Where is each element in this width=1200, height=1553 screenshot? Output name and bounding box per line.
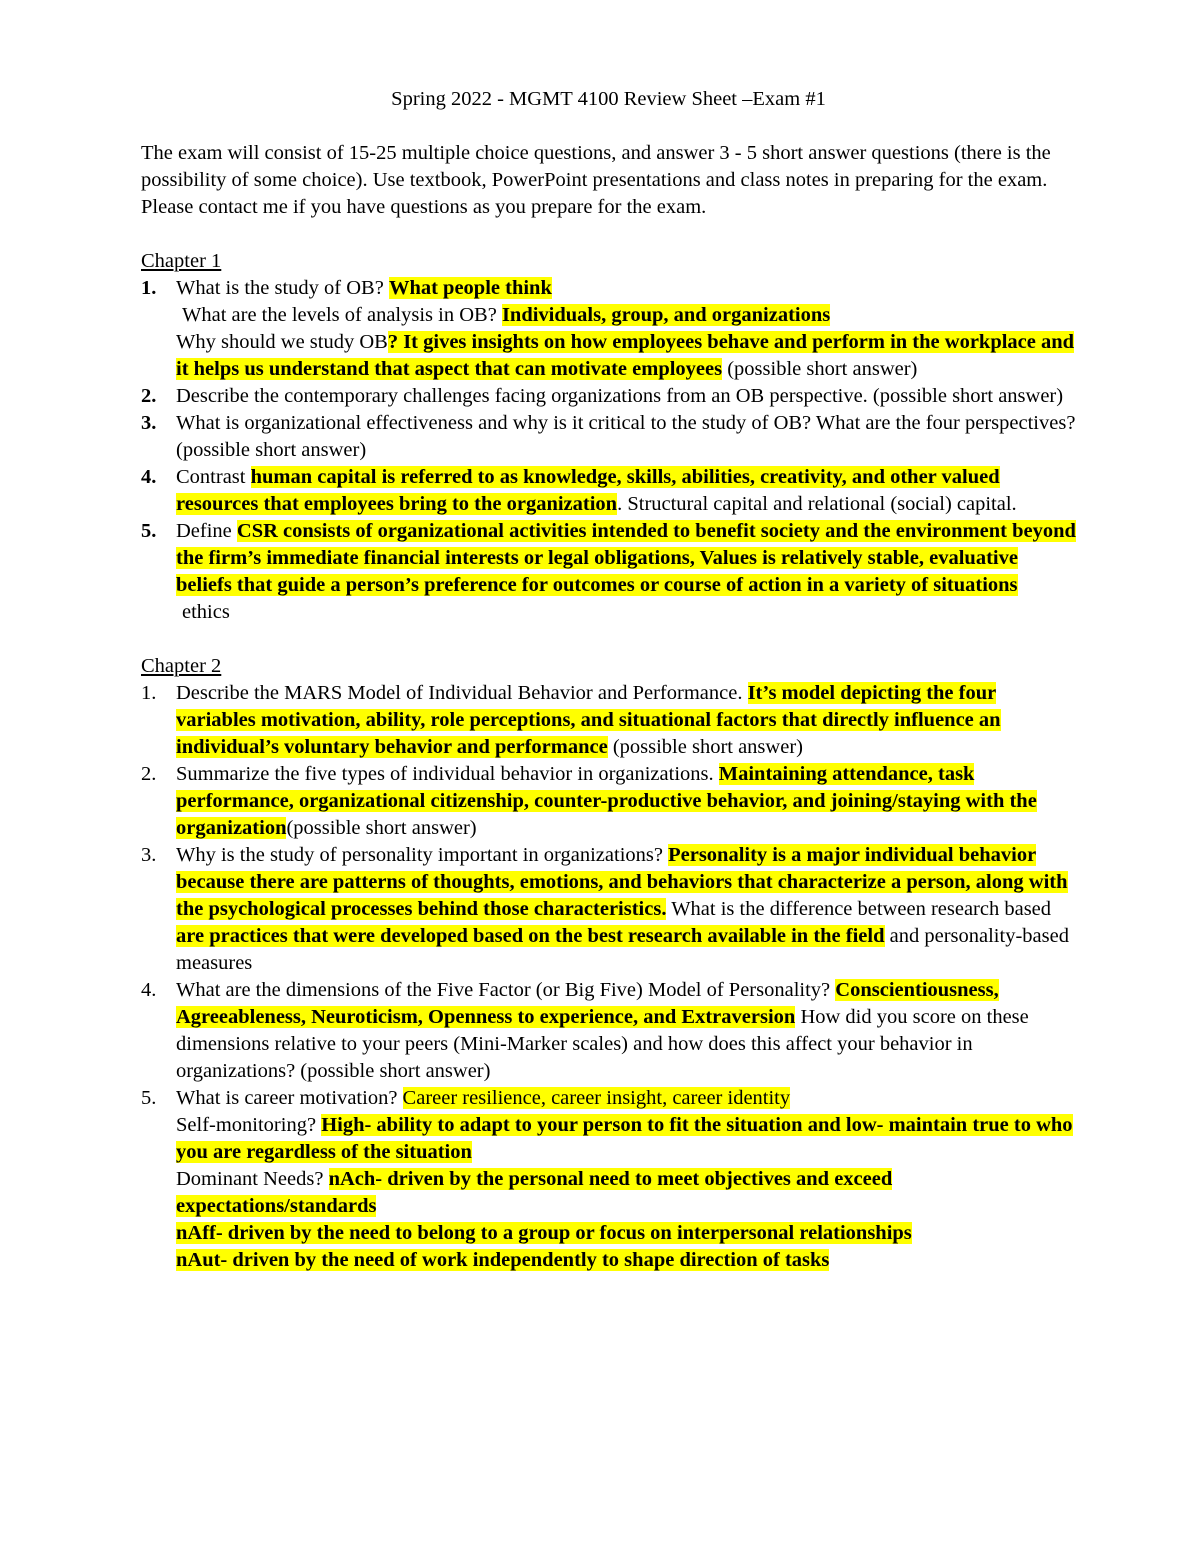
question: Summarize the five types of individual behavior in organizations. <box>176 763 719 785</box>
item-number: 1. <box>141 277 157 299</box>
item-number: 2. <box>141 763 157 785</box>
spacer <box>141 626 1076 653</box>
chapter-2-heading: Chapter 2 <box>141 655 222 677</box>
ch2-item-1 <box>141 680 1076 761</box>
ch2-item-3 <box>141 842 1076 977</box>
highlighted-answer: nAff- driven by the need to belong to a group or focus on interpersonal relationships <box>176 1222 912 1244</box>
ch1-item-5 <box>141 518 1076 626</box>
question: What are the dimensions of the Five Factor (or Big Five) Model of Personality? <box>176 979 836 1001</box>
note: How did you score on these dimensions relative to your peers (Mini-Marker scales) and how does this affect your behavior in organizations? (possible short answer) <box>176 1006 1029 1082</box>
highlighted-answer: CSR consists of organizational activities intended to benefit society and the environment beyond the firm’s immediate financial interests or legal obligations, Values is relatively stable, evaluative beliefs that guide a person’s preference for outcomes or course of action in a variety of situations <box>176 520 1076 596</box>
ch1-item-3 <box>141 410 1076 464</box>
ch1-item-2 <box>141 383 1076 410</box>
chapter-1-heading: Chapter 1 <box>141 250 222 272</box>
highlighted-answer: human capital is referred to as knowledge, skills, abilities, creativity, and other valued resources that employees bring to the organization <box>176 466 1000 515</box>
item-body: Describe the contemporary challenges facing organizations from an OB perspective. (possible short answer) <box>176 385 1064 407</box>
note: and personality-based measures <box>176 925 1069 974</box>
question: Why is the study of personality important in organizations? <box>176 844 669 866</box>
item-body <box>176 761 1076 842</box>
question: Contrast <box>176 466 251 488</box>
question: Self-monitoring? <box>176 1114 322 1136</box>
question: What is the study of OB? <box>176 277 389 299</box>
ch1-item-1 <box>141 275 1076 383</box>
document-title: Spring 2022 - MGMT 4100 Review Sheet –Exam #1 <box>391 88 826 110</box>
note: (possible short answer) <box>722 358 918 380</box>
highlighted-answer: Individuals, group, and organizations <box>501 304 831 326</box>
item-body <box>176 977 1076 1085</box>
item-number: 4. <box>141 466 157 488</box>
item-number: 4. <box>141 979 157 1001</box>
highlighted-answer: Personality is a major individual behavior because there are patterns of thoughts, emotions, and behaviors that characterize a person, along with the psychological processes behind those characteristics. <box>176 844 1068 920</box>
item-body <box>176 275 1076 383</box>
item-number: 3. <box>141 844 157 866</box>
ch2-item-5 <box>141 1085 1076 1274</box>
chapter-2-list <box>141 680 1076 1274</box>
highlighted-answer: What people think <box>388 277 552 299</box>
highlighted-answer: Maintaining attendance, task performance, organizational citizenship, counter-productive behavior, and joining/staying with the organization <box>176 763 1037 839</box>
highlighted-answer: ? It gives insights on how employees behave and perform in the workplace and it helps us understand that aspect that can motivate employees <box>176 331 1075 380</box>
chapter-1-list <box>141 275 1076 626</box>
intro-paragraph: The exam will consist of 15-25 multiple choice questions, and answer 3 - 5 short answer questions (there is the possibility of some choice). Use textbook, PowerPoint presentations and class notes in preparing for the exam. Please contact me if you have questions as you prepare for the exam. <box>141 142 1051 218</box>
note: (possible short answer) <box>607 736 803 758</box>
item-body <box>176 1085 1076 1274</box>
note: ethics <box>182 601 230 623</box>
item-body <box>176 842 1076 977</box>
highlighted-answer: Career resilience, career insight, career identity <box>402 1087 791 1109</box>
ch2-item-4 <box>141 977 1076 1085</box>
item-number: 5. <box>141 520 157 542</box>
highlighted-answer: nAch- driven by the personal need to meet objectives and exceed expectations/standards <box>176 1168 893 1217</box>
question: What is career motivation? <box>176 1087 403 1109</box>
question: Define <box>176 520 237 542</box>
note: . Structural capital and relational (social) capital. <box>617 493 1017 515</box>
highlighted-answer: nAut- driven by the need of work independently to shape direction of tasks <box>176 1249 830 1271</box>
question: What is the difference between research based <box>666 898 1052 920</box>
highlighted-answer: It’s model depicting the four variables motivation, ability, role perceptions, and situational factors that directly influence an individual’s voluntary behavior and performance <box>176 682 1001 758</box>
item-body <box>176 680 1076 761</box>
item-number: 3. <box>141 412 157 434</box>
question: Dominant Needs? <box>176 1168 329 1190</box>
item-body <box>176 518 1076 626</box>
item-number: 2. <box>141 385 157 407</box>
highlighted-answer: Conscientiousness, Agreeableness, Neuroticism, Openness to experience, and Extraversion <box>176 979 999 1028</box>
highlighted-answer: are practices that were developed based on the best research available in the field <box>176 925 885 947</box>
question: What are the levels of analysis in OB? <box>182 304 502 326</box>
question: Why should we study OB <box>176 331 388 353</box>
ch1-item-4 <box>141 464 1076 518</box>
ch2-item-2 <box>141 761 1076 842</box>
highlighted-answer: High- ability to adapt to your person to fit the situation and low- maintain true to who you are regardless of the situation <box>176 1114 1073 1163</box>
item-number: 5. <box>141 1087 157 1109</box>
item-body <box>176 464 1076 518</box>
item-number: 1. <box>141 682 157 704</box>
question: Describe the MARS Model of Individual Behavior and Performance. <box>176 682 748 704</box>
item-body: What is organizational effectiveness and why is it critical to the study of OB? What are the four perspectives? (possible short answer) <box>176 412 1076 461</box>
document-body <box>141 86 1076 1274</box>
note: (possible short answer) <box>286 817 477 839</box>
